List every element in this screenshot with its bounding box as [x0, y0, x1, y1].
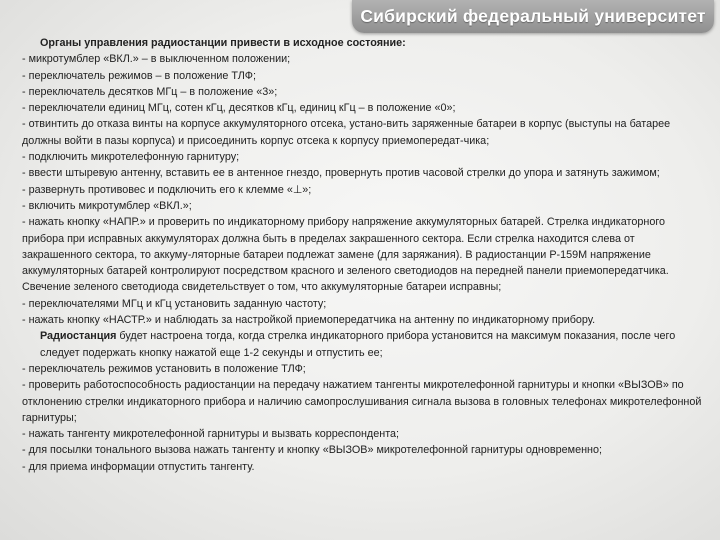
step-item: - подключить микротелефонную гарнитуру; [22, 151, 240, 164]
step-item: - переключателями МГц и кГц установить заданную частоту; [22, 297, 327, 310]
final-step-item: - нажать тангенту микротелефонной гарнитуры и вызвать корреспондента; [22, 428, 400, 441]
step-item: - развернуть противовес и подключить его к клемме «⊥»; [22, 183, 312, 196]
final-step-item: - переключатель режимов установить в положение ТЛФ; [22, 362, 306, 375]
step-item: - нажать кнопку «НАПР.» и проверить по индикаторному прибору напряжение аккумуляторных батарей. Стрелка индикаторного прибора при исправных аккумуляторах должна быть в пределах закрашенного сектора. Если стрелка находится слева от закрашенного сектора, то аккуму-ляторные батареи подлежат замене (для заряжания). В радиостанции Р-159М напряжение аккумуляторных батарей контролируют посредством красного и зеленого светодиодов на передней панели приемопередатчика. Свечение зеленого светодиода свидетельствует о том, что аккумуляторные батареи исправны; [22, 216, 669, 294]
step-item: - переключатели единиц МГц, сотен кГц, десятков кГц, единиц кГц – в положение «0»; [22, 102, 456, 115]
step-item: - включить микротумблер «ВКЛ.»; [22, 199, 192, 212]
doc-heading: Органы управления радиостанции привести в исходное состояние: [40, 37, 406, 49]
step-item: - переключатель режимов – в положение ТЛФ; [22, 69, 256, 82]
step-item: - переключатель десятков МГц – в положение «3»; [22, 85, 278, 98]
step-item: - ввести штыревую антенну, вставить ее в антенное гнездо, провернуть против часовой стрелки до упора и затянуть зажимом; [22, 167, 660, 180]
final-step-item: - для приема информации отпустить тангенту. [22, 460, 255, 473]
step-item: - отвинтить до отказа винты на корпусе аккумуляторного отсека, устано-вить заряженные батареи в корпус (выступы на батарее должны войти в пазы корпуса) и присоединить корпус отсека к корпусу приемопередат-чика; [22, 118, 671, 147]
step-item: - нажать кнопку «НАСТР.» и наблюдать за настройкой приемопередатчика на антенну по индикаторному прибору. [22, 314, 596, 327]
ready-bold-term: Радиостанция [40, 330, 117, 343]
final-step-item: - для посылки тонального вызова нажать тангенту и кнопку «ВЫЗОВ» микротелефонной гарнитуры одновременно; [22, 444, 602, 457]
banner-title: Сибирский федеральный университет [360, 6, 706, 26]
university-banner [352, 0, 714, 33]
ready-text: будет настроена тогда, когда стрелка индикаторного прибора установится на максимум показания, после чего следует подержать кнопку нажатой еще 1-2 секунды и отпустить ее; [40, 330, 676, 359]
ready-paragraph [22, 328, 702, 361]
document-body [22, 35, 702, 475]
final-step-item: - проверить работоспособность радиостанции на передачу нажатием тангенты микротелефонной гарнитуры и кнопки «ВЫЗОВ» по отклонению стрелки индикаторного прибора и наличию самопрослушивания сигнала вызова в головных телефонах микротелефонной гарнитуры; [22, 379, 702, 424]
step-item: - микротумблер «ВКЛ.» – в выключенном положении; [22, 53, 291, 66]
